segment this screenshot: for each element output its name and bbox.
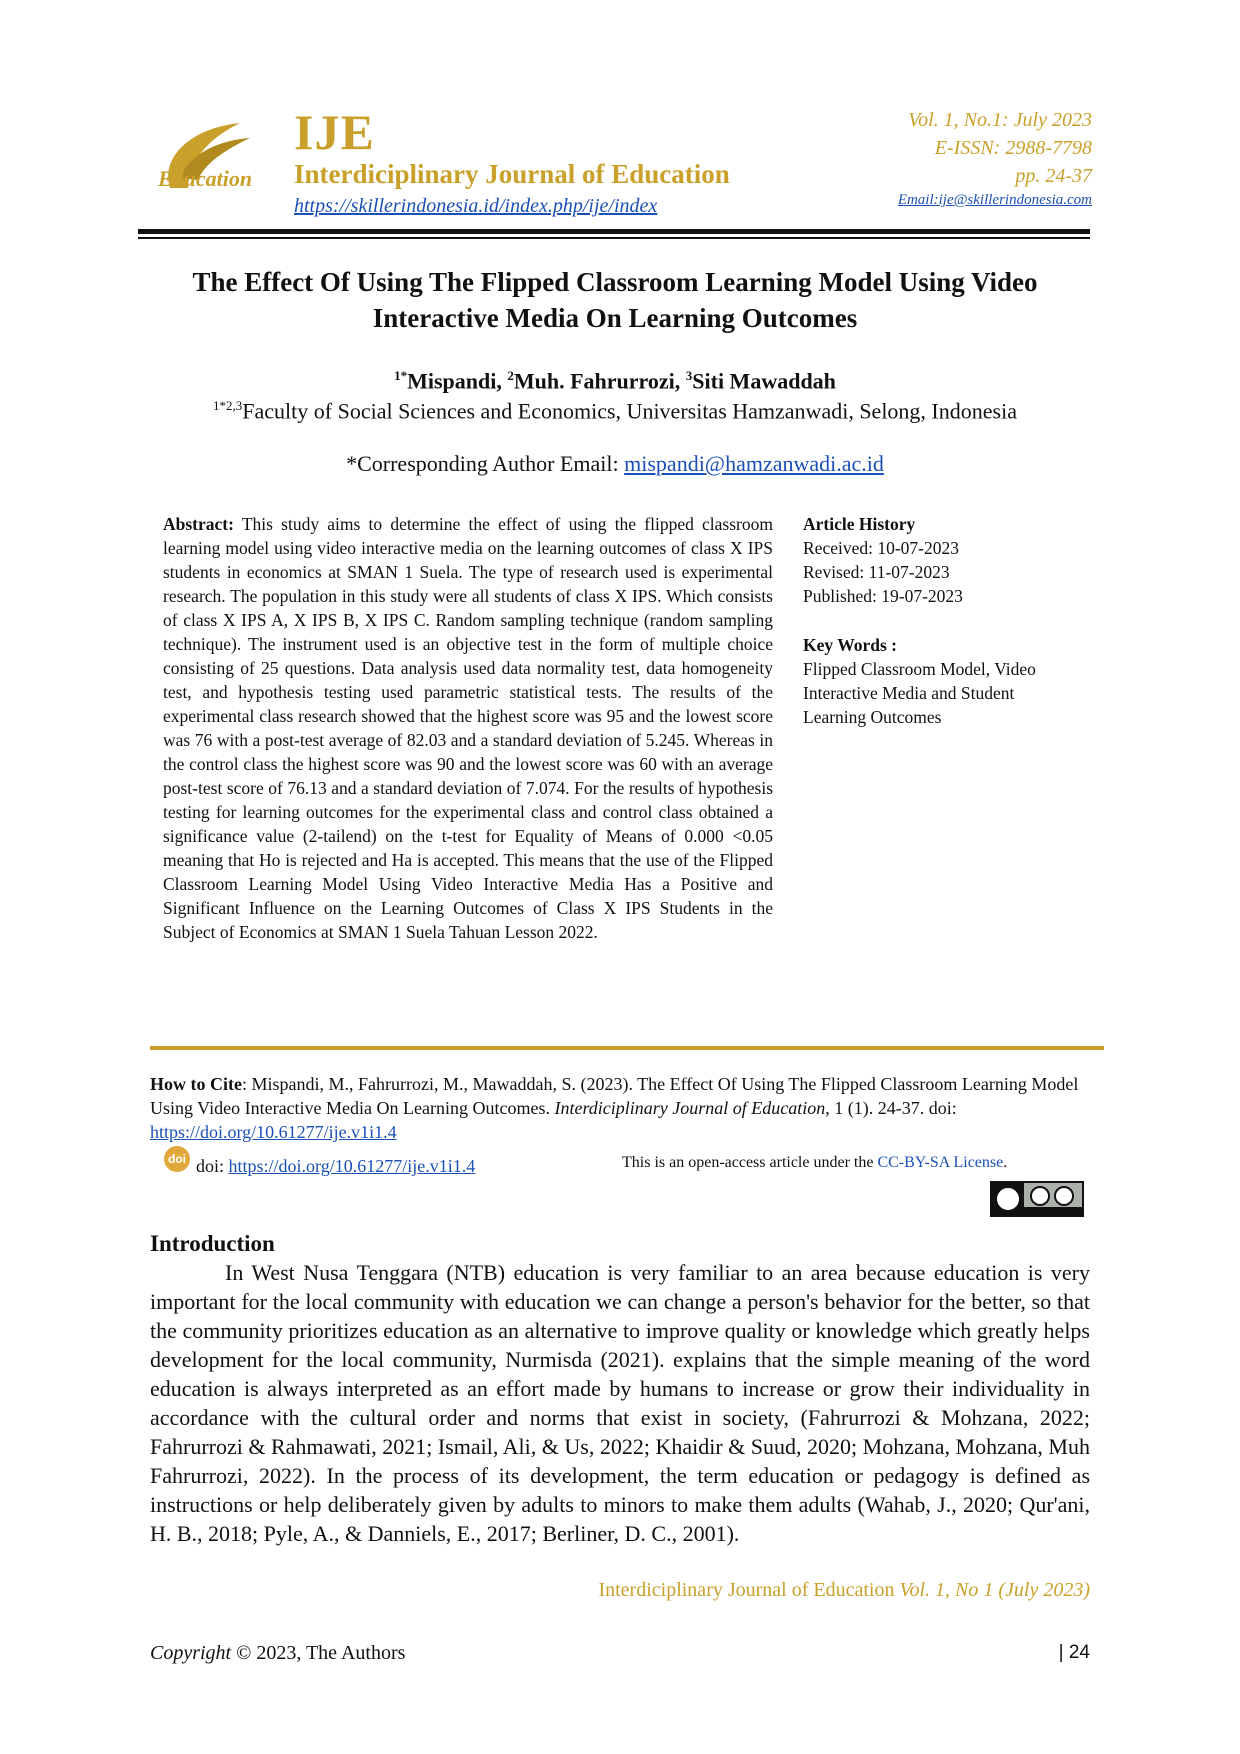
volume-info: Vol. 1, No.1: July 2023 bbox=[908, 109, 1092, 131]
copyright-label: Copyright bbox=[150, 1642, 232, 1664]
author-name: Mispandi, bbox=[407, 368, 508, 394]
article-title: The Effect Of Using The Flipped Classroom Learning Model Using Video Interactive Media On Learning Outcomes bbox=[192, 267, 1038, 333]
doi-icon: doi bbox=[164, 1146, 190, 1172]
running-journal: Interdiciplinary Journal of Education bbox=[598, 1579, 900, 1601]
journal-url-link[interactable]: https://skillerindonesia.id/index.php/ije/index bbox=[294, 195, 658, 217]
section-heading-introduction: Introduction bbox=[150, 1231, 275, 1256]
history-received: Received: 10-07-2023 bbox=[803, 538, 959, 558]
article-history bbox=[803, 512, 1103, 608]
cite-text-after: , 1 (1). 24-37. doi: bbox=[825, 1098, 957, 1118]
keywords bbox=[803, 633, 1063, 729]
copyright-text: © 2023, The Authors bbox=[231, 1642, 406, 1664]
author-sup: 2 bbox=[507, 368, 514, 383]
license-end: . bbox=[1003, 1154, 1008, 1171]
keywords-heading: Key Words : bbox=[803, 635, 897, 655]
header-rule-thin bbox=[138, 237, 1090, 239]
header-rule bbox=[138, 229, 1090, 234]
running-footer bbox=[598, 1577, 1090, 1603]
journal-name: Interdiciplinary Journal of Education bbox=[294, 159, 730, 189]
journal-meta bbox=[908, 106, 1092, 190]
corresponding-label: *Corresponding Author Email: bbox=[346, 451, 625, 476]
cite-doi-link[interactable]: https://doi.org/10.61277/ije.v1i1.4 bbox=[150, 1122, 397, 1142]
author-name: Siti Mawaddah bbox=[692, 368, 836, 394]
page-number: | 24 bbox=[1058, 1642, 1090, 1663]
author-list bbox=[140, 362, 1090, 395]
cite-journal: Interdiciplinary Journal of Education bbox=[554, 1098, 826, 1118]
affiliation bbox=[140, 392, 1090, 425]
affiliation-sup: 1*2,3 bbox=[213, 398, 243, 413]
doi-label: doi: bbox=[196, 1156, 229, 1176]
author-sup: 3 bbox=[685, 368, 693, 383]
author-name: Muh. Fahrurrozi, bbox=[513, 368, 686, 394]
section-divider bbox=[150, 1046, 1104, 1050]
logo-swoosh-icon bbox=[150, 118, 290, 208]
doi-link[interactable]: https://doi.org/10.61277/ije.v1i1.4 bbox=[228, 1156, 476, 1176]
license-statement bbox=[622, 1152, 1007, 1174]
running-volume: Vol. 1, No 1 (July 2023) bbox=[899, 1579, 1090, 1601]
introduction-paragraph: In West Nusa Tenggara (NTB) education is very familiar to an area because education is very important for the local community with education we can change a person's behavior for the better, so that the community prioritizes education as an alternative to improve quality or knowledge which greatly helps development for the local community, Nurmisda (2021). explains that the simple meaning of the word education is always interpreted as an effort made by humans to increase or grow their individuality in accordance with the cultural order and norms that exist in society, (Fahrurrozi & Mohzana, 2022; Fahrurrozi & Rahmawati, 2021; Ismail, Ali, & Us, 2022; Khaidir & Suud, 2020; Mohzana, Mohzana, Muh Fahrurrozi, 2022). In the process of its development, the term education or pedagogy is defined as instructions or help deliberately given by adults to minors to make them adults (Wahab, J., 2020; Qur'ani, H. B., 2018; Pyle, A., & Danniels, E., 2017; Berliner, D. C., 2001). bbox=[150, 1260, 1090, 1546]
copyright bbox=[150, 1640, 405, 1666]
eissn-info: E-ISSN: 2988-7798 bbox=[934, 137, 1092, 159]
abstract-text: This study aims to determine the effect of using the flipped classroom learning model using video interactive media on the learning outcomes of class X IPS students in economics at SMAN 1 Suela. The type of research used is experimental research. The population in this study were all students of class X IPS. Which consists of class X IPS A, X IPS B, X IPS C. Random sampling technique (random sampling technique). The instrument used is an objective test in the form of multiple choice consisting of 25 questions. Data analysis used data normality test, data homogeneity test, and hypothesis testing used parametric statistical tests. The results of the experimental class research showed that the highest score was 95 and the lowest score was 76 with a post-test average of 82.03 and a standard deviation of 5.245. Whereas in the control class the highest score was 90 and the lowest score was 60 with an average post-test score of 76.13 and a standard deviation of 7.074. For the results of hypothesis testing for learning outcomes for the experimental class and control class obtained a significance value (2-tailend) on the t-test for Equality of Means of 0.000 <0.05 meaning that Ho is rejected and Ha is accepted. This means that the use of the Flipped Classroom Learning Model Using Video Interactive Media Has a Positive and Significant Influence on the Learning Outcomes of Class X IPS Students in the Subject of Economics at SMAN 1 Suela Tahuan Lesson 2022. bbox=[163, 514, 773, 942]
author-sup: 1* bbox=[394, 368, 408, 383]
license-text: This is an open-access article under the bbox=[622, 1154, 878, 1171]
license-link[interactable]: CC-BY-SA License bbox=[877, 1154, 1004, 1171]
logo-text: Education bbox=[158, 166, 253, 191]
cite-text: : Mispandi, M., Fahrurrozi, M., Mawaddah, S. (2023). The Effect Of Using The Flipped Classroom Learning Model Using Video Interactive Media On Learning Outcomes. bbox=[150, 1074, 1079, 1118]
cite-label: How to Cite bbox=[150, 1074, 242, 1094]
cc-by-sa-icon[interactable] bbox=[990, 1181, 1084, 1217]
abstract bbox=[163, 512, 773, 944]
journal-logo bbox=[150, 118, 290, 208]
how-to-cite bbox=[150, 1072, 1090, 1144]
history-published: Published: 19-07-2023 bbox=[803, 586, 963, 606]
affiliation-text: Faculty of Social Sciences and Economics, Universitas Hamzanwadi, Selong, Indonesia bbox=[242, 398, 1017, 424]
keywords-text: Flipped Classroom Model, Video Interactive Media and Student Learning Outcomes bbox=[803, 659, 1036, 727]
corresponding-author bbox=[140, 450, 1090, 478]
abstract-label: Abstract: bbox=[163, 514, 234, 534]
doi-line bbox=[196, 1154, 475, 1178]
pages-info: pp. 24-37 bbox=[1015, 165, 1092, 187]
history-revised: Revised: 11-07-2023 bbox=[803, 562, 950, 582]
history-heading: Article History bbox=[803, 514, 916, 534]
journal-email-link[interactable]: Email:ije@skillerindonesia.com bbox=[897, 192, 1092, 208]
corresponding-email-link[interactable]: mispandi@hamzanwadi.ac.id bbox=[624, 451, 884, 476]
journal-abbreviation: IJE bbox=[294, 104, 375, 160]
